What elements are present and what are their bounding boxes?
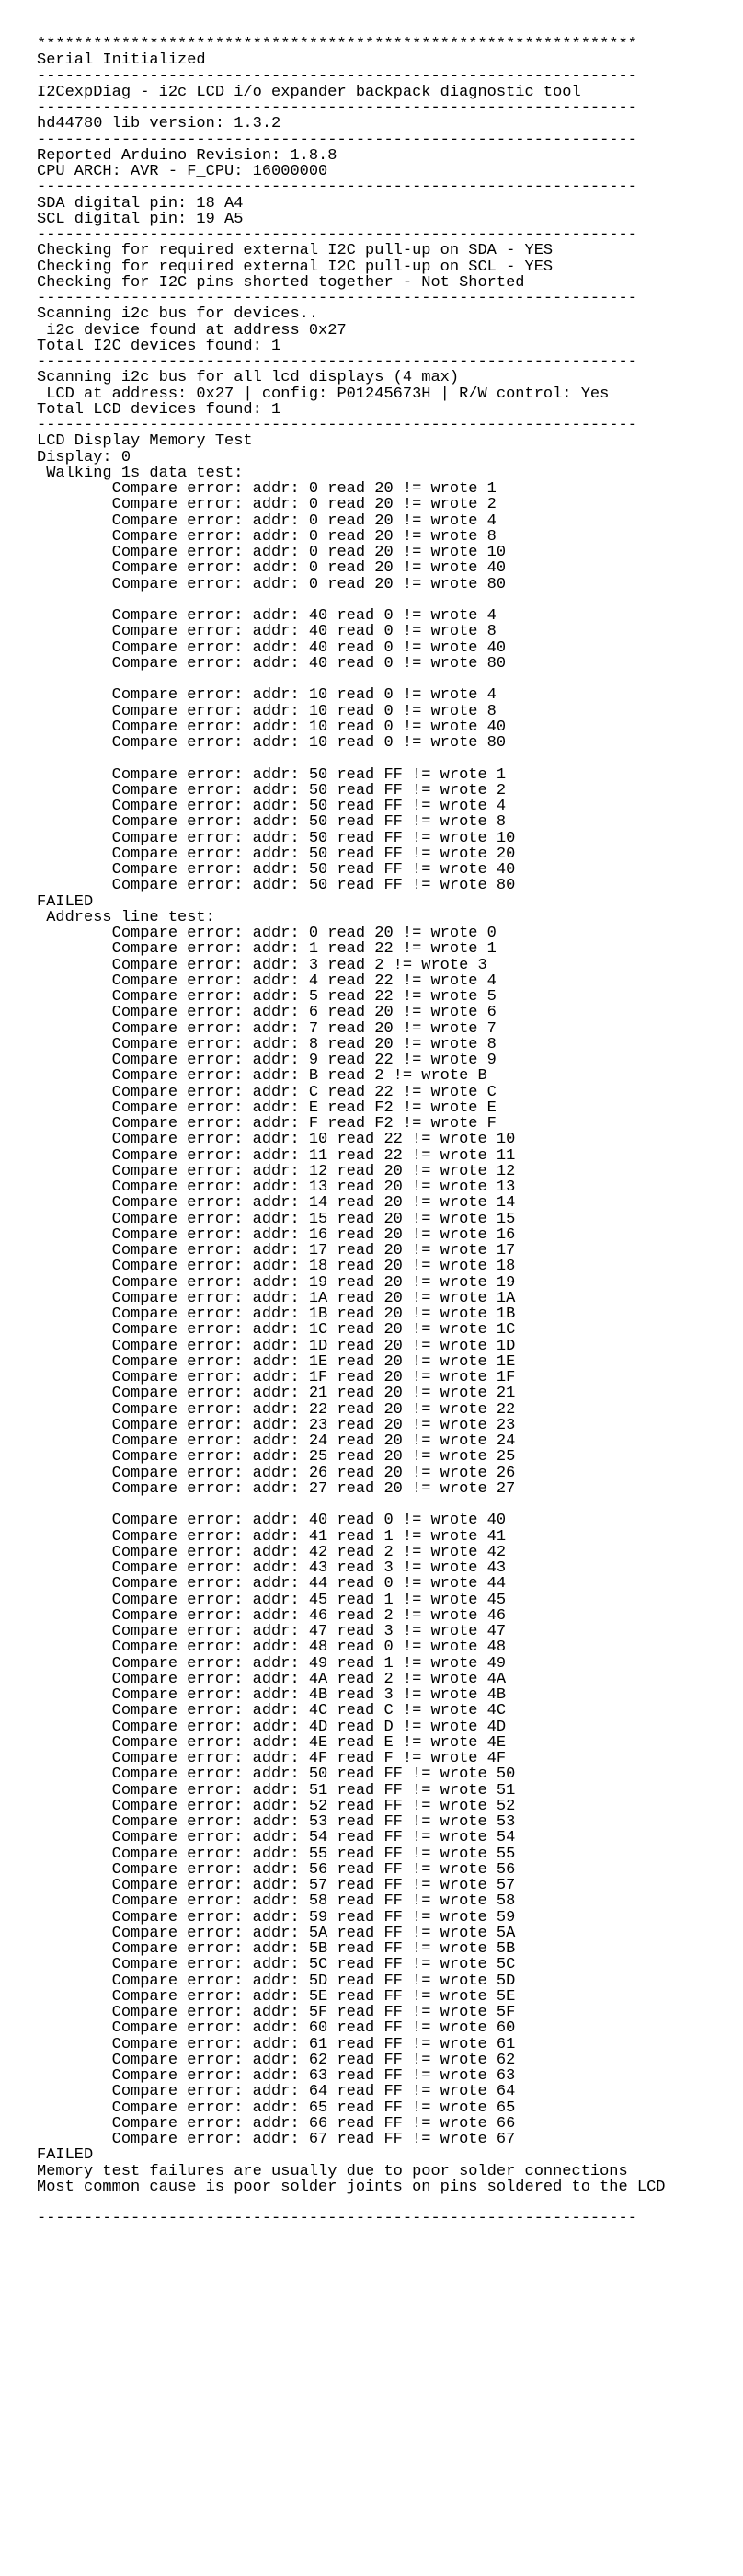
log-line: Compare error: addr: 50 read FF != wrote 20 bbox=[37, 845, 516, 862]
log-line: Compare error: addr: 27 read 20 != wrote 27 bbox=[37, 1480, 516, 1497]
log-line: Compare error: addr: 8 read 20 != wrote 8 bbox=[37, 1036, 497, 1052]
log-line: ---------------------------------------------------------------- bbox=[37, 179, 637, 196]
log-line: Walking 1s data test: bbox=[37, 465, 244, 481]
log-line: Compare error: addr: 5F read FF != wrote 5F bbox=[37, 2005, 516, 2021]
log-line: Compare error: addr: 1C read 20 != wrote 1C bbox=[37, 1322, 516, 1339]
log-line: Compare error: addr: 5B read FF != wrote 5B bbox=[37, 1941, 516, 1958]
log-line: Total I2C devices found: 1 bbox=[37, 338, 281, 354]
log-line: ---------------------------------------------------------------- bbox=[37, 291, 637, 307]
log-output bbox=[37, 37, 717, 2227]
log-line: Compare error: addr: 50 read FF != wrote 4 bbox=[37, 799, 507, 815]
log-line: Compare error: addr: 54 read FF != wrote 54 bbox=[37, 1830, 516, 1846]
log-line: Compare error: addr: 5D read FF != wrote 5D bbox=[37, 1972, 516, 1989]
log-line: **************************************************************** bbox=[37, 37, 637, 53]
log-line: Compare error: addr: 63 read FF != wrote 63 bbox=[37, 2068, 516, 2085]
log-line: Compare error: addr: 13 read 20 != wrote 13 bbox=[37, 1179, 516, 1196]
log-line: Compare error: addr: 0 read 20 != wrote 0 bbox=[37, 926, 497, 942]
log-line bbox=[37, 1497, 717, 1512]
log-line: Compare error: addr: 50 read FF != wrote 1 bbox=[37, 766, 507, 783]
log-line: Compare error: addr: 51 read FF != wrote 51 bbox=[37, 1782, 516, 1799]
log-line: Compare error: addr: 23 read 20 != wrote 23 bbox=[37, 1417, 516, 1433]
log-line: Compare error: addr: 1 read 22 != wrote 1 bbox=[37, 941, 497, 958]
log-line: SDA digital pin: 18 A4 bbox=[37, 195, 244, 212]
log-line bbox=[37, 592, 717, 608]
log-line: Compare error: addr: 10 read 0 != wrote 80 bbox=[37, 735, 507, 752]
log-line: Compare error: addr: 49 read 1 != wrote 49 bbox=[37, 1655, 507, 1672]
log-line: FAILED bbox=[37, 2147, 94, 2164]
log-line: Serial Initialized bbox=[37, 52, 206, 69]
log-line: Compare error: addr: 7 read 20 != wrote 7 bbox=[37, 1020, 497, 1037]
log-line: Compare error: addr: 6 read 20 != wrote 6 bbox=[37, 1005, 497, 1021]
log-line: Compare error: addr: 66 read FF != wrote 66 bbox=[37, 2115, 516, 2132]
log-line: i2c device found at address 0x27 bbox=[37, 322, 347, 339]
log-line: Compare error: addr: 65 read FF != wrote 65 bbox=[37, 2099, 516, 2116]
log-line bbox=[37, 751, 717, 766]
log-line: Compare error: addr: 0 read 20 != wrote 8 bbox=[37, 528, 497, 545]
log-line: Compare error: addr: 61 read FF != wrote 61 bbox=[37, 2036, 516, 2053]
log-line: Compare error: addr: 24 read 20 != wrote 24 bbox=[37, 1433, 516, 1450]
log-line: Compare error: addr: 5E read FF != wrote 5E bbox=[37, 1988, 516, 2005]
log-line: Address line test: bbox=[37, 909, 215, 926]
log-line: Compare error: addr: 41 read 1 != wrote 41 bbox=[37, 1528, 507, 1545]
log-line: Compare error: addr: 10 read 0 != wrote 4 bbox=[37, 687, 497, 704]
log-line: Compare error: addr: 43 read 3 != wrote 43 bbox=[37, 1560, 507, 1577]
log-line: Total LCD devices found: 1 bbox=[37, 401, 281, 418]
log-line: Compare error: addr: 0 read 20 != wrote 2 bbox=[37, 497, 497, 513]
log-line: Compare error: addr: 40 read 0 != wrote 4 bbox=[37, 608, 497, 625]
log-line: Compare error: addr: 5 read 22 != wrote 5 bbox=[37, 989, 497, 1006]
log-line: Compare error: addr: 3 read 2 != wrote 3 bbox=[37, 957, 487, 973]
log-line: Compare error: addr: 45 read 1 != wrote 45 bbox=[37, 1592, 507, 1608]
log-line: Compare error: addr: 26 read 20 != wrote 26 bbox=[37, 1465, 516, 1481]
log-line: Compare error: addr: 18 read 20 != wrote 18 bbox=[37, 1259, 516, 1275]
log-line: Compare error: addr: 4F read F != wrote 4F bbox=[37, 1751, 507, 1767]
log-line: LCD Display Memory Test bbox=[37, 433, 253, 450]
log-line: FAILED bbox=[37, 893, 94, 910]
log-line: Compare error: addr: 5A read FF != wrote 5A bbox=[37, 1925, 516, 1941]
log-line: Compare error: addr: 14 read 20 != wrote 14 bbox=[37, 1195, 516, 1212]
log-line bbox=[37, 672, 717, 687]
log-line: hd44780 lib version: 1.3.2 bbox=[37, 116, 281, 132]
log-line: Compare error: addr: 48 read 0 != wrote 48 bbox=[37, 1639, 507, 1656]
log-line: Compare error: addr: 11 read 22 != wrote 11 bbox=[37, 1147, 516, 1164]
log-line: Reported Arduino Revision: 1.8.8 bbox=[37, 147, 337, 164]
log-line: Compare error: addr: 22 read 20 != wrote 22 bbox=[37, 1401, 516, 1418]
log-line: Compare error: addr: 4E read E != wrote 4E bbox=[37, 1734, 507, 1751]
log-line: Compare error: addr: 58 read FF != wrote 58 bbox=[37, 1893, 516, 1910]
log-line: Compare error: addr: 0 read 20 != wrote 10 bbox=[37, 545, 507, 561]
log-line: Compare error: addr: 60 read FF != wrote 60 bbox=[37, 2020, 516, 2037]
log-line: Compare error: addr: 55 read FF != wrote 55 bbox=[37, 1846, 516, 1862]
log-line: Compare error: addr: 0 read 20 != wrote 1 bbox=[37, 481, 497, 498]
log-line: CPU ARCH: AVR - F_CPU: 16000000 bbox=[37, 164, 328, 180]
log-line: Display: 0 bbox=[37, 449, 131, 466]
log-line: Compare error: addr: 53 read FF != wrote 53 bbox=[37, 1814, 516, 1831]
log-line: LCD at address: 0x27 | config: P01245673H | R/W control: Yes bbox=[37, 385, 610, 402]
log-line: Compare error: addr: 50 read FF != wrote 10 bbox=[37, 830, 516, 846]
log-line: Compare error: addr: 9 read 22 != wrote 9 bbox=[37, 1052, 497, 1069]
log-line: Compare error: addr: 40 read 0 != wrote 40 bbox=[37, 1512, 507, 1529]
log-line: Compare error: addr: E read F2 != wrote E bbox=[37, 1099, 497, 1116]
log-line: Most common cause is poor solder joints on pins soldered to the LCD bbox=[37, 2179, 666, 2195]
log-line: Compare error: addr: 1B read 20 != wrote 1B bbox=[37, 1306, 516, 1323]
log-line: Compare error: addr: 42 read 2 != wrote 42 bbox=[37, 1544, 507, 1560]
log-line: Compare error: addr: 0 read 20 != wrote 40 bbox=[37, 560, 507, 577]
log-line: Compare error: addr: 4C read C != wrote 4C bbox=[37, 1703, 507, 1719]
log-line: Compare error: addr: 64 read FF != wrote 64 bbox=[37, 2084, 516, 2100]
log-line: Compare error: addr: 50 read FF != wrote 80 bbox=[37, 878, 516, 894]
log-line: Compare error: addr: 46 read 2 != wrote 46 bbox=[37, 1607, 507, 1624]
log-line: Compare error: addr: 56 read FF != wrote 56 bbox=[37, 1861, 516, 1878]
log-line: Compare error: addr: 62 read FF != wrote 62 bbox=[37, 2052, 516, 2068]
log-line: Compare error: addr: C read 22 != wrote C bbox=[37, 1084, 497, 1100]
log-line: Compare error: addr: 67 read FF != wrote 67 bbox=[37, 2132, 516, 2148]
log-line: Compare error: addr: 0 read 20 != wrote 80 bbox=[37, 576, 507, 592]
log-line: Compare error: addr: 40 read 0 != wrote 40 bbox=[37, 639, 507, 656]
log-line: ---------------------------------------------------------------- bbox=[37, 132, 637, 148]
log-line: Scanning i2c bus for all lcd displays (4 max) bbox=[37, 370, 460, 386]
log-line: Compare error: addr: 4A read 2 != wrote 4A bbox=[37, 1671, 507, 1687]
log-line: Checking for required external I2C pull-up on SCL - YES bbox=[37, 259, 554, 275]
log-line: Compare error: addr: 10 read 0 != wrote 8 bbox=[37, 703, 497, 719]
log-line: Compare error: addr: 1A read 20 != wrote 1A bbox=[37, 1290, 516, 1306]
log-line: SCL digital pin: 19 A5 bbox=[37, 211, 244, 227]
log-line: ---------------------------------------------------------------- bbox=[37, 68, 637, 85]
log-line: ---------------------------------------------------------------- bbox=[37, 418, 637, 434]
log-line: Compare error: addr: 47 read 3 != wrote 47 bbox=[37, 1624, 507, 1640]
log-line: Compare error: addr: 59 read FF != wrote 59 bbox=[37, 1909, 516, 1926]
log-line: Compare error: addr: 50 read FF != wrote 8 bbox=[37, 814, 507, 831]
log-line: Compare error: addr: 50 read FF != wrote 2 bbox=[37, 782, 507, 799]
log-line: Compare error: addr: 21 read 20 != wrote 21 bbox=[37, 1386, 516, 1402]
log-line: Compare error: addr: 40 read 0 != wrote 8 bbox=[37, 624, 497, 640]
log-line: Compare error: addr: 17 read 20 != wrote 17 bbox=[37, 1243, 516, 1259]
log-line: Compare error: addr: 1E read 20 != wrote 1E bbox=[37, 1353, 516, 1370]
log-line: I2CexpDiag - i2c LCD i/o expander backpack diagnostic tool bbox=[37, 84, 581, 100]
log-line: Compare error: addr: 4D read D != wrote 4D bbox=[37, 1719, 507, 1735]
log-line: Compare error: addr: 10 read 22 != wrote 10 bbox=[37, 1132, 516, 1148]
log-line: Compare error: addr: 15 read 20 != wrote 15 bbox=[37, 1211, 516, 1227]
log-line: Memory test failures are usually due to poor solder connections bbox=[37, 2163, 628, 2179]
log-line: Compare error: addr: 0 read 20 != wrote 4 bbox=[37, 512, 497, 529]
log-line: Compare error: addr: 40 read 0 != wrote 80 bbox=[37, 655, 507, 672]
log-line: Compare error: addr: 12 read 20 != wrote 12 bbox=[37, 1163, 516, 1179]
log-line: Compare error: addr: 50 read FF != wrote 50 bbox=[37, 1766, 516, 1783]
log-line: Compare error: addr: 1D read 20 != wrote 1D bbox=[37, 1338, 516, 1354]
log-line: ---------------------------------------------------------------- bbox=[37, 2211, 637, 2227]
log-line: Scanning i2c bus for devices.. bbox=[37, 306, 319, 323]
log-line: Compare error: addr: 1F read 20 != wrote 1F bbox=[37, 1370, 516, 1386]
log-line: Checking for required external I2C pull-up on SDA - YES bbox=[37, 243, 554, 259]
log-line: ---------------------------------------------------------------- bbox=[37, 354, 637, 371]
log-line bbox=[37, 2195, 717, 2211]
log-line: Compare error: addr: 10 read 0 != wrote 40 bbox=[37, 719, 507, 735]
log-line: Checking for I2C pins shorted together - Not Shorted bbox=[37, 274, 525, 291]
log-line: Compare error: addr: 25 read 20 != wrote 25 bbox=[37, 1449, 516, 1466]
log-line: Compare error: addr: 4 read 22 != wrote 4 bbox=[37, 972, 497, 989]
log-line: Compare error: addr: 57 read FF != wrote 57 bbox=[37, 1878, 516, 1894]
log-line: ---------------------------------------------------------------- bbox=[37, 100, 637, 117]
log-line: Compare error: addr: 4B read 3 != wrote 4B bbox=[37, 1687, 507, 1704]
log-line: Compare error: addr: 5C read FF != wrote 5C bbox=[37, 1957, 516, 1973]
log-line: ---------------------------------------------------------------- bbox=[37, 227, 637, 244]
log-line: Compare error: addr: B read 2 != wrote B bbox=[37, 1068, 487, 1085]
log-line: Compare error: addr: 16 read 20 != wrote 16 bbox=[37, 1226, 516, 1243]
log-line: Compare error: addr: 44 read 0 != wrote 44 bbox=[37, 1576, 507, 1593]
log-line: Compare error: addr: F read F2 != wrote F bbox=[37, 1116, 497, 1133]
log-line: Compare error: addr: 19 read 20 != wrote 19 bbox=[37, 1274, 516, 1291]
log-line: Compare error: addr: 50 read FF != wrote 40 bbox=[37, 862, 516, 879]
log-line: Compare error: addr: 52 read FF != wrote 52 bbox=[37, 1798, 516, 1814]
